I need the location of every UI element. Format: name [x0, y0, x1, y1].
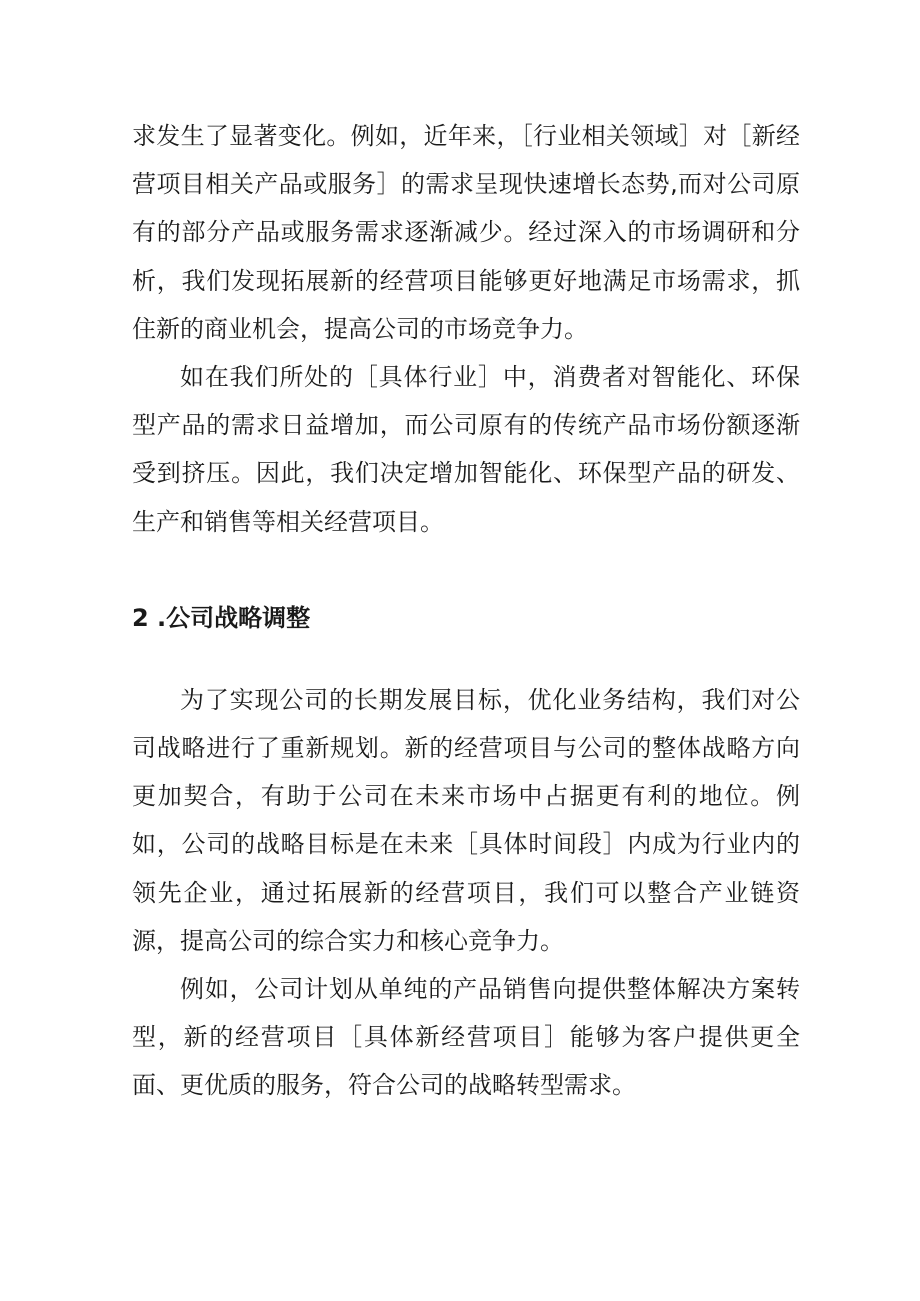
paragraph-strategy-example: 例如，公司计划从单纯的产品销售向提供整体解决方案转型，新的经营项目［具体新经营项目］能够为客户提供更全面、更优质的服务，符合公司的战略转型需求。 [132, 975, 800, 1100]
paragraph-market-demand-continued: 求发生了显著变化。例如，近年来，［行业相关领域］对［新经营项目相关产品或服务］的需求呈现快速增长态势,而对公司原有的部分产品或服务需求逐渐减少。经过深入的市场调研和分析，我们发现拓展新的经营项目能够更好地满足市场需求，抓住新的商业机会，提高公司的市场竞争力。 [132, 122, 800, 343]
spacer [132, 642, 800, 676]
document-body [132, 112, 800, 1110]
paragraph-industry-example: 如在我们所处的［具体行业］中，消费者对智能化、环保型产品的需求日益增加，而公司原有的传统产品市场份额逐渐受到挤压。因此，我们决定增加智能化、环保型产品的研发、生产和销售等相关经营项目。 [132, 363, 800, 536]
section-heading-strategy: 2 .公司战略调整 [132, 603, 311, 632]
paragraph-strategy-planning: 为了实现公司的长期发展目标，优化业务结构，我们对公司战略进行了重新规划。新的经营项目与公司的整体战略方向更加契合，有助于公司在未来市场中占据更有利的地位。例如，公司的战略目标是在未来［具体时间段］内成为行业内的领先企业，通过拓展新的经营项目，我们可以整合产业链资源，提高公司的综合实力和核心竞争力。 [132, 685, 800, 955]
spacer [132, 546, 800, 594]
